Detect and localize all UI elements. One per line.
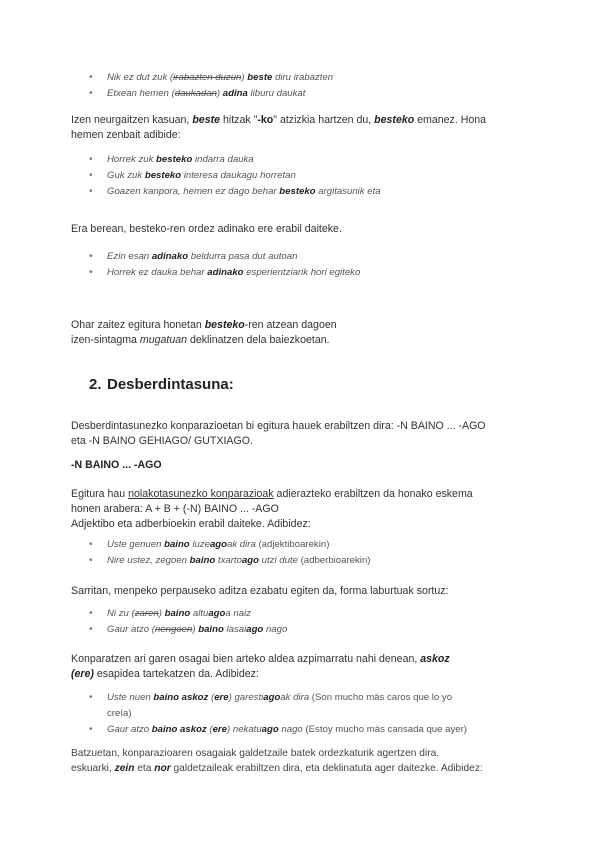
list-item: • Gaur atzo baino askoz (ere) nekatuago nago (Estoy mucho más cansada que ayer) <box>71 722 467 738</box>
list-item: • Ezin esan adinako beldurra pasa dut autoan <box>71 249 360 265</box>
adinako-example-list <box>71 249 360 281</box>
sarritan-paragraph: Sarritan, menpeko perpauseko aditza ezabatu egiten da, forma laburtuak sortuz: <box>71 585 449 597</box>
list-item: • Horrek zuk besteko indarra dauka <box>71 152 381 168</box>
list-item: • Goazen kanpora, hemen ez dago behar besteko argitasunik eta <box>71 184 381 200</box>
ohar-paragraph: Ohar zaitez egitura honetan besteko-ren atzean dagoen izen-sintagma mugatuan deklinatzen dela baiezkoetan. <box>71 319 337 346</box>
list-item: • Etxean hemen (daukadan) adina liburu daukat <box>71 86 333 102</box>
askoz-example-list <box>71 690 467 738</box>
egitura-example-list <box>71 537 370 569</box>
list-item: • Horrek ez dauka behar adinako esperientziarik hori egiteko <box>71 265 360 281</box>
subheading: -N BAINO ... -AGO <box>71 459 162 471</box>
desberdintasuna-paragraph: Desberdintasunezko konparazioetan bi egitura hauek erabiltzen dira: -N BAINO ... -AGO eta -N BAINO GEHIAGO/ GUTXIAGO. <box>71 420 486 447</box>
section-heading: 2. Desberdintasuna: <box>89 376 234 393</box>
list-item: • Nik ez dut zuk (irabazten duzun) beste diru irabazten <box>71 70 333 86</box>
list-item: • Guk zuk besteko interesa daukagu horretan <box>71 168 381 184</box>
adinako-paragraph: Era berean, besteko-ren ordez adinako ere erabil daiteke. <box>71 223 342 235</box>
intro-example-list <box>71 70 333 102</box>
besteko-paragraph: Izen neurgaitzen kasuan, beste hitzak "-ko" atzizkia hartzen du, besteko emanez. Hona hemen zenbait adibide: <box>71 114 487 141</box>
list-item: • Nire ustez, zegoen baino txartoago utzi dute (adberbioarekin) <box>71 553 370 569</box>
batzuetan-paragraph: Batzuetan, konparazioaren osagaiak galdetzaile batek ordezkaturik agertzen dira. eskuarki, zein eta nor galdetzaileak erabiltzen dira, eta deklinatuta ager daitezke. Adibidez: <box>71 748 483 774</box>
list-item: • Uste genuen baino luzeagoak dira (adjektiboarekin) <box>71 537 370 553</box>
list-item: • Uste nuen baino askoz (ere) garestiagoak dira (Son mucho más caros que lo yo creía) <box>71 690 467 722</box>
sarritan-example-list <box>71 606 287 638</box>
besteko-example-list <box>71 152 381 200</box>
list-item: • Gaur atzo (nengoen) baino lasaiago nago <box>71 622 287 638</box>
list-item: • Ni zu (zaren) baino altuagoa naiz <box>71 606 287 622</box>
konparatzen-paragraph: Konparatzen ari garen osagai bien arteko aldea azpimarratu nahi denean, askoz (ere) esapidea tartekatzen da. Adibidez: <box>71 653 450 680</box>
egitura-paragraph: Egitura hau nolakotasunezko konparazioak adierazteko erabiltzen da honako eskema honen arabera: A + B + (-N) BAINO ... -AGO Adjektibo eta adberbioekin erabil daiteke. Adibidez: <box>71 488 473 530</box>
